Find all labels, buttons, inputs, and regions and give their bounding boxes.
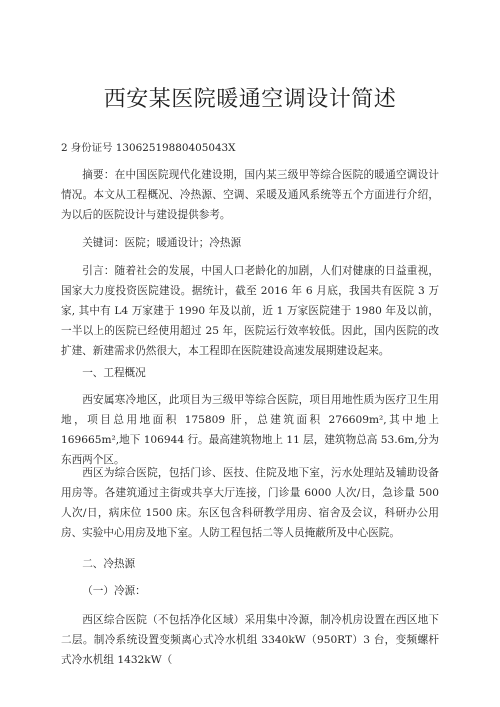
keywords-line: 关键词：医院；暖通设计；冷热源 [82, 237, 242, 249]
project-overview-paragraph-2: 西区为综合医院，包括门诊、医技、住院及地下室，污水处理站及辅助设备用房等。各建筑通过主街或共享大厅连接，门诊量 6000 人次/日，急诊量 500 人次/日，病床位 1500 床。东区包含科研教学用房、宿舍及会议，科研办公用房、实验中心用房及地下室。人防工程包括二等人员掩蔽所及中心医院。 [61, 467, 439, 539]
cooling-source-paragraph: 西区综合医院（不包括净化区域）采用集中冷源，制冷机房设置在西区地下二层。制冷系统设置变频离心式冷水机组 3340kW（950RT）3 台，变频螺杆式冷水机组 1432kW（ [61, 614, 439, 666]
introduction-paragraph: 引言：随着社会的发展，中国人口老龄化的加剧，人们对健康的日益重视，国家大力度投资医院建设。据统计，截至 2016 年 6 月底，我国共有医院 3 万家, 其中有 L4 万家建于 1990 年及以前，近 1 万家医院建于 1980 年及以前，一半以上的医院已经使用超过 25 年，医院运行效率较低。因此，国内医院的改扩建、新建需求仍然很大，本工程即在医院建设高速发展期建设起来。 [61, 265, 439, 357]
abstract-paragraph: 摘要：在中国医院现代化建设期，国内某三级甲等综合医院的暖通空调设计情况。本文从工程概况、冷热源、空调、采暖及通风系统等五个方面进行介绍，为以后的医院设计与建设提供参考。 [61, 169, 439, 221]
id-number-line: 2 身份证号 13062519880405043X [61, 142, 236, 154]
page-title: 西安某医院暖通空调设计简述 [103, 87, 397, 112]
project-overview-paragraph-1: 西安属寒冷地区，此项目为三级甲等综合医院，项目用地性质为医疗卫生用地，项目总用地面积 175809 肝，总建筑面积 276609m²,其中地上 169665m²,地下 106944 行。最高建筑物地上 11 层，建筑物总高 53.6m,分为东西两个区。 [61, 394, 439, 466]
section-heading-project-overview: 一、工程概况 [82, 367, 146, 379]
subheading-cooling-source: （一）冷源： [82, 585, 146, 597]
section-heading-cooling-heating-source: 二、冷热源 [82, 558, 136, 570]
